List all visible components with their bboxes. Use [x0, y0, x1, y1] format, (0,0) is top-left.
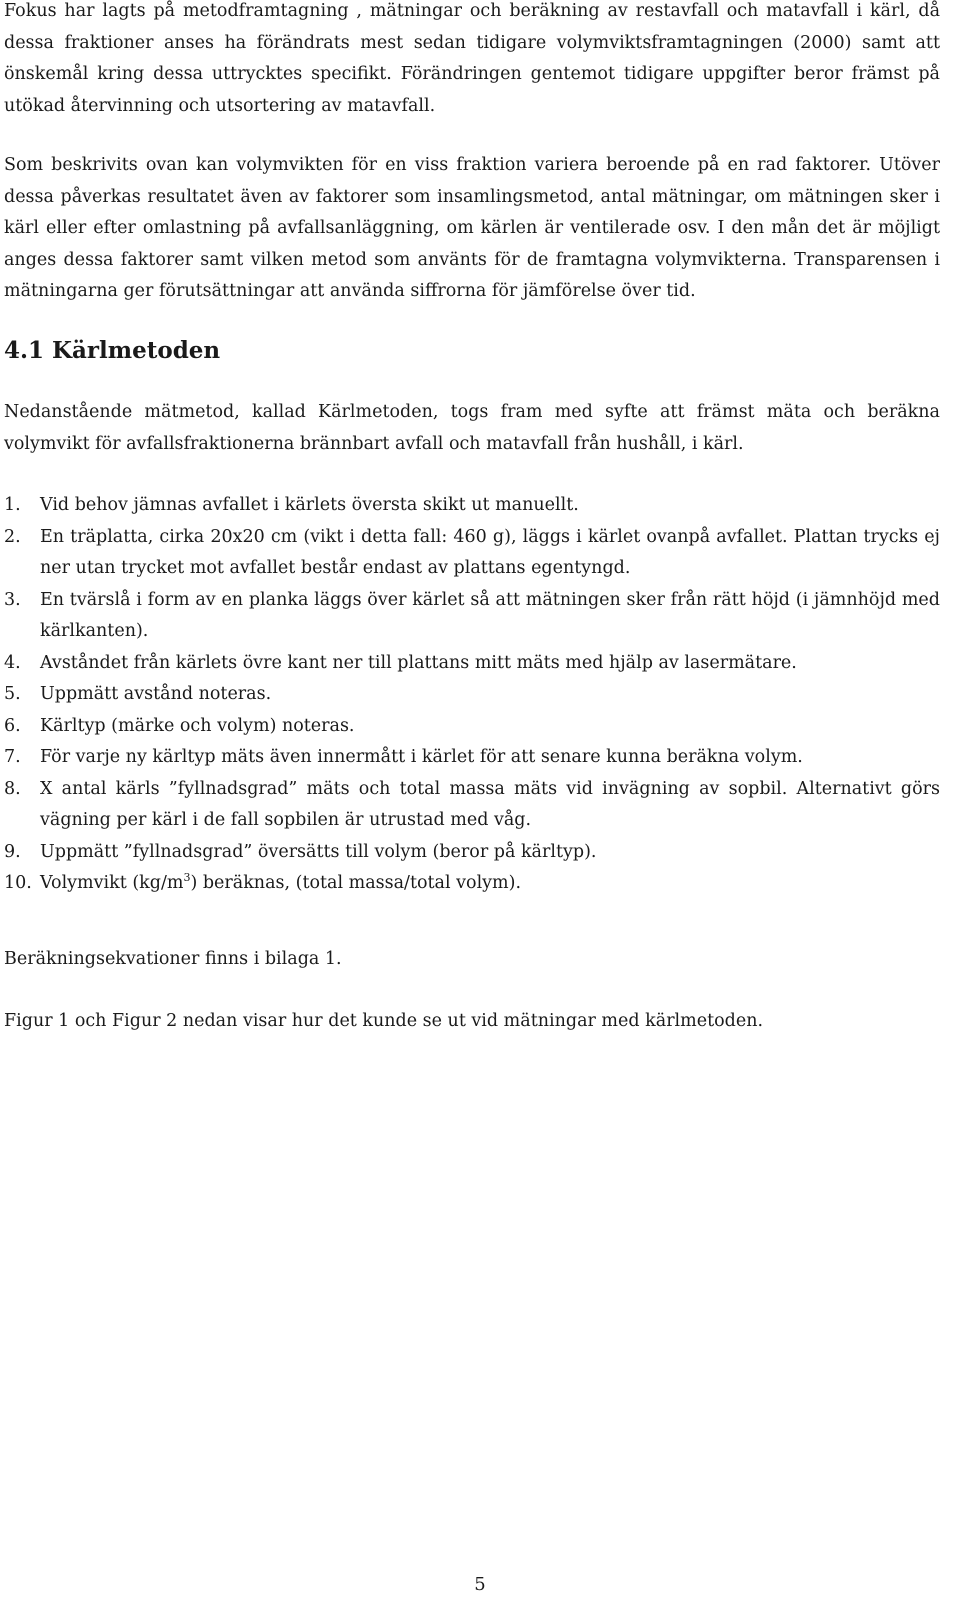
step-text-before: Volymvikt (kg/m — [40, 873, 184, 893]
page-number: 5 — [474, 1574, 486, 1595]
step-text: Vid behov jämnas avfallet i kärlets översta skikt ut manuellt. — [40, 495, 579, 515]
step-text: Kärltyp (märke och volym) noteras. — [40, 715, 355, 736]
step-number: 1. — [4, 495, 21, 515]
step-number: 8. — [4, 778, 21, 799]
section-intro: Nedanstående mätmetod, kallad Kärlmetoden, togs fram med syfte att främst mäta och beräkna volymvikt för avfallsfraktionerna brännbart avfall och matavfall från hushåll, i kärl. — [4, 402, 940, 454]
list-item — [4, 648, 940, 680]
step-text-after: ) beräknas, (total massa/total volym). — [190, 873, 522, 893]
step-text: Uppmätt ”fyllnadsgrad” översätts till volym (beror på kärltyp). — [40, 841, 597, 862]
step-number: 3. — [4, 589, 21, 610]
list-item — [4, 522, 940, 585]
list-item — [4, 774, 940, 837]
step-number: 9. — [4, 841, 21, 862]
step-number: 6. — [4, 715, 21, 736]
list-item — [4, 742, 940, 774]
step-text: Avståndet från kärlets övre kant ner till plattans mitt mäts med hjälp av lasermätare. — [40, 652, 797, 673]
equations-note: Beräkningsekvationer finns i bilaga 1. — [4, 949, 342, 969]
step-number: 10. — [4, 873, 32, 893]
step-text: En träplatta, cirka 20x20 cm (vikt i detta fall: 460 g), läggs i kärlet ovanpå avfallet. Plattan trycks ej ner utan trycket mot avfallet består endast av plattans egentyngd. — [40, 526, 940, 578]
list-item — [4, 837, 940, 869]
step-number: 5. — [4, 684, 21, 704]
superscript: 3 — [183, 871, 191, 885]
step-number: 2. — [4, 526, 21, 547]
paragraph-factors: Som beskrivits ovan kan volymvikten för en viss fraktion variera beroende på en rad faktorer. Utöver dessa påverkas resultatet även av faktorer som insamlingsmetod, antal mätningar, om mätningen sker i kärl eller efter omlastning på avfallsanläggning, om kärlen är ventilerade osv. I den mån det är möjligt anges dessa faktorer samt vilken metod som använts för de framtagna volymvikterna. Transparensen i mätningarna ger förutsättningar att använda siffrorna för jämförelse över tid. — [4, 155, 940, 301]
step-number: 4. — [4, 652, 21, 673]
step-number: 7. — [4, 747, 21, 767]
step-text: X antal kärls ”fyllnadsgrad” mäts och total massa mäts vid invägning av sopbil. Alternativt görs vägning per kärl i de fall sopbilen är utrustad med våg. — [40, 778, 940, 830]
list-item — [4, 679, 940, 711]
list-item — [4, 868, 940, 900]
figures-note: Figur 1 och Figur 2 nedan visar hur det kunde se ut vid mätningar med kärlmetoden. — [4, 1011, 764, 1031]
step-text — [40, 868, 940, 900]
list-item — [4, 585, 940, 648]
list-item — [4, 711, 940, 743]
section-heading: 4.1 Kärlmetoden — [4, 337, 221, 364]
step-text: För varje ny kärltyp mäts även innermått i kärlet för att senare kunna beräkna volym. — [40, 747, 803, 767]
method-steps-list — [4, 490, 940, 900]
step-text: Uppmätt avstånd noteras. — [40, 684, 272, 704]
step-text: En tvärslå i form av en planka läggs över kärlet så att mätningen sker från rätt höjd (i jämnhöjd med kärlkanten). — [40, 589, 940, 641]
list-item — [4, 490, 940, 522]
paragraph-intro: Fokus har lagts på metodframtagning , mätningar och beräkning av restavfall och matavfall i kärl, då dessa fraktioner anses ha förändrats mest sedan tidigare volymviktsframtagningen (2000) samt att önskemål kring dessa uttrycktes specifikt. Förändringen gentemot tidigare uppgifter beror främst på utökad återvinning och utsortering av matavfall. — [4, 1, 940, 116]
